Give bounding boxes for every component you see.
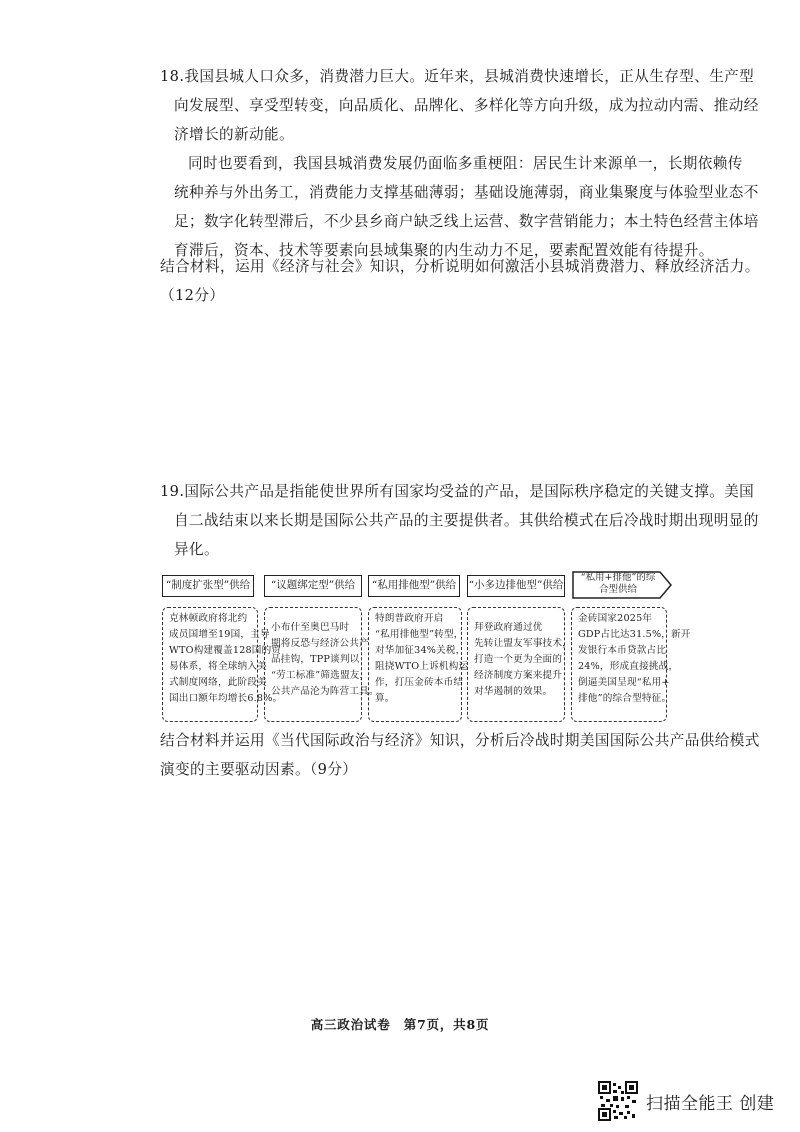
stage-box-3 xyxy=(368,607,469,722)
question-19-stem xyxy=(160,477,759,564)
text-line: 演变的主要驱动因素。（9分） xyxy=(160,761,358,778)
box-line: GDP占比达31.5%，新开 xyxy=(578,629,691,640)
text-line: 育滞后，资本、技术等要素向县域集聚的内生动力不足，要素配置效能有待提升。 xyxy=(174,242,714,259)
scanner-watermark xyxy=(598,1080,774,1122)
box-line: 小布什至奥巴马时 xyxy=(271,622,350,633)
box-line: 式制度网络，此阶段美 xyxy=(169,677,267,688)
box-line: 对华加征34%关税， xyxy=(375,645,466,656)
box-line: 阻挠WTO上诉机构运 xyxy=(375,661,469,672)
box-line: 成员国增至19国，主导 xyxy=(169,629,270,640)
qr-code-icon xyxy=(598,1081,638,1121)
stage-box-2 xyxy=(264,607,379,722)
text-line: 异化。 xyxy=(174,541,219,558)
stage-box-4 xyxy=(467,607,572,722)
box-line: 易体系，将全球纳入美 xyxy=(169,661,267,672)
box-line: 期将反恐与经济公共产 xyxy=(271,638,369,649)
stage-tag-1: “制度扩张型”供给 xyxy=(162,575,254,597)
box-line: 对华遏制的效果。 xyxy=(474,686,553,697)
text-line: 足；数字化转型滞后，不少县乡商户缺乏线上运营、数字营销能力；本土特色经营主体培 xyxy=(174,213,759,230)
question-18-stem xyxy=(160,62,759,149)
text-line: 向发展型、享受型转变，向品质化、品牌化、多样化等方向升级，成为拉动内需、推动经 xyxy=(174,97,759,114)
stage-tag-5 xyxy=(572,571,672,599)
stage-tag-4: “小多边排他型”供给 xyxy=(467,575,565,597)
box-line: 特朗普政府开启 xyxy=(375,613,444,624)
box-line: WTO构建覆盖128国的贸 xyxy=(169,645,282,656)
question-18-material xyxy=(160,149,759,265)
watermark-text: 扫描全能王 创建 xyxy=(646,1093,775,1114)
box-line: 拜登政府通过优 xyxy=(474,622,543,633)
box-line: 经济制度方案来提升 xyxy=(474,670,563,681)
box-line: 发银行本币贷款占比 xyxy=(578,645,667,656)
stage-tag-2: “议题绑定型”供给 xyxy=(264,575,362,597)
box-line: “劳工标准”筛选盟友， xyxy=(271,670,370,681)
page-footer: 高三政治试卷 第7页，共8页 xyxy=(310,1017,490,1032)
box-line: 24%，形成直接挑战， xyxy=(578,661,679,672)
box-line: 作，打压金砖本币结 xyxy=(375,677,464,688)
box-line: 金砖国家2025年 xyxy=(578,613,653,624)
box-line: 倒逼美国呈现“私用+ xyxy=(578,677,670,688)
text-line: 同时也要看到，我国县城消费发展仍面临多重梗阻：居民生计来源单一，长期依赖传 xyxy=(188,155,743,172)
question-19-prompt xyxy=(160,726,760,784)
question-18-prompt xyxy=(160,252,760,310)
supply-mode-flow-diagram xyxy=(162,572,691,727)
text-line: 19.国际公共产品是指能使世界所有国家均受益的产品，是国际秩序稳定的关键支撑。美国 xyxy=(160,483,755,500)
box-line: “私用排他型”转型， xyxy=(375,629,464,640)
box-line: 排他”的综合型特征。 xyxy=(578,693,672,704)
box-line: 国出口额年均增长6.8%。 xyxy=(169,693,283,704)
text-line: 结合材料，运用《经济与社会》知识，分析说明如何激活小县城消费潜力、释放经济活力。 xyxy=(160,258,760,275)
text-line: 统种养与外出务工，消费能力支撑基础薄弱；基础设施薄弱，商业集聚度与体验型业态不 xyxy=(174,184,759,201)
stage-tag-3: “私用排他型”供给 xyxy=(368,575,460,597)
box-line: 公共产品沦为阵营工具。 xyxy=(271,686,379,697)
text-line: 18.我国县城人口众多，消费潜力巨大。近年来，县城消费快速增长，正从生存型、生产型 xyxy=(160,68,755,85)
stage-tag-5-label: “私用+排他”的综合型供给 xyxy=(580,572,656,595)
box-line: 先转让盟友军事技术， xyxy=(474,638,572,649)
box-line: 算。 xyxy=(375,693,395,704)
text-line: 结合材料并运用《当代国际政治与经济》知识，分析后冷战时期美国国际公共产品供给模式 xyxy=(160,732,760,749)
stage-box-5 xyxy=(571,607,691,722)
text-line: 济增长的新动能。 xyxy=(174,126,294,143)
box-line: 品挂钩，TPP谈判以 xyxy=(271,654,360,665)
stage-box-1 xyxy=(162,607,283,722)
text-line: （12分） xyxy=(160,287,225,304)
text-line: 自二战结束以来长期是国际公共产品的主要提供者。其供给模式在后冷战时期出现明显的 xyxy=(174,512,759,529)
box-line: 克林顿政府将北约 xyxy=(169,613,248,624)
box-line: 打造一个更为全面的 xyxy=(474,654,563,665)
